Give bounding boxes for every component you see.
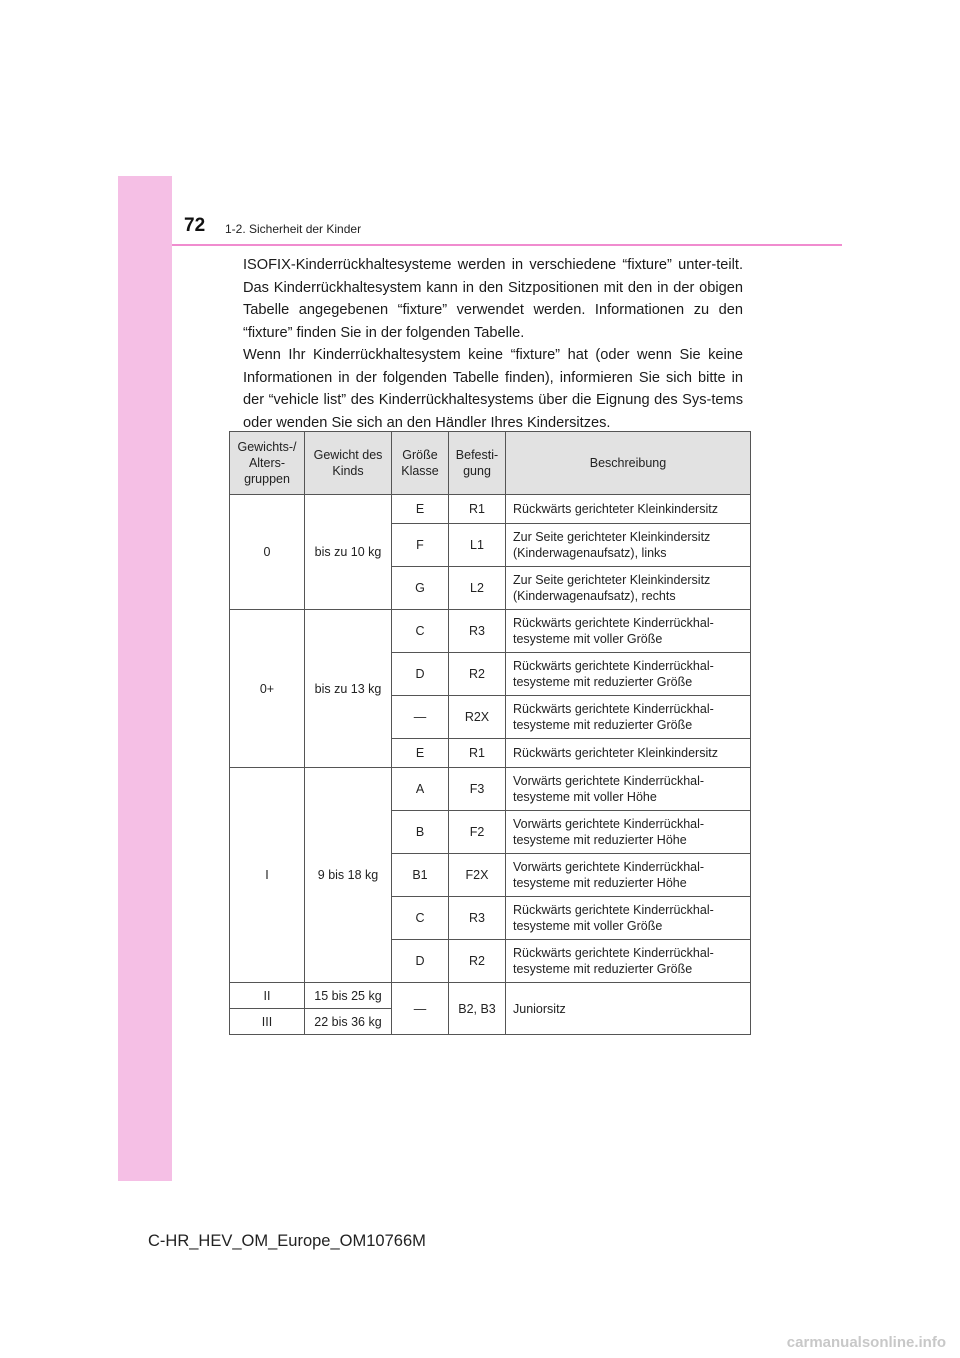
size-cell: E <box>392 739 449 768</box>
header-description: Beschreibung <box>506 432 751 495</box>
group-cell: 0 <box>230 495 305 610</box>
group-cell: II <box>230 983 305 1009</box>
size-cell: — <box>392 696 449 739</box>
description-cell: Zur Seite gerichteter Kleinkindersitz (Kinderwagenaufsatz), links <box>506 524 751 567</box>
weight-cell: 15 bis 25 kg <box>305 983 392 1009</box>
section-title: 1-2. Sicherheit der Kinder <box>225 222 362 236</box>
size-cell: — <box>392 983 449 1035</box>
size-cell: G <box>392 567 449 610</box>
size-cell: D <box>392 940 449 983</box>
isofix-fixture-table <box>229 431 751 1035</box>
paragraph-vehicle-list: Wenn Ihr Kinderrückhaltesystem keine “fixture” hat (oder wenn Sie keine Informationen in der folgenden Tabelle finden), informieren Sie sich bitte in der “vehicle list” des Kinderrückhaltesystems über die Eignung des Sys-tems oder wenden Sie sich an den Händler Ihres Kindersitzes. <box>243 347 743 431</box>
description-cell: Vorwärts gerichtete Kinderrückhal-tesysteme mit voller Höhe <box>506 768 751 811</box>
header-weight: Gewicht des Kinds <box>305 432 392 495</box>
group-cell: I <box>230 768 305 983</box>
fixture-cell: L1 <box>449 524 506 567</box>
table-row <box>230 495 751 524</box>
side-tab-band <box>118 176 172 1181</box>
description-cell: Rückwärts gerichteter Kleinkindersitz <box>506 739 751 768</box>
table-header-row <box>230 432 751 495</box>
header-fixture: Befesti-gung <box>449 432 506 495</box>
size-cell: B <box>392 811 449 854</box>
weight-cell: 9 bis 18 kg <box>305 768 392 983</box>
body-text <box>243 254 743 434</box>
header-size-class: Größe Klasse <box>392 432 449 495</box>
size-cell: B1 <box>392 854 449 897</box>
table-row <box>230 983 751 1009</box>
size-cell: A <box>392 768 449 811</box>
fixture-cell: L2 <box>449 567 506 610</box>
weight-cell: bis zu 13 kg <box>305 610 392 768</box>
group-cell: III <box>230 1009 305 1035</box>
description-cell: Rückwärts gerichtete Kinderrückhal-tesysteme mit reduzierter Größe <box>506 653 751 696</box>
description-cell: Rückwärts gerichteter Kleinkindersitz <box>506 495 751 524</box>
description-cell: Rückwärts gerichtete Kinderrückhal-tesysteme mit voller Größe <box>506 610 751 653</box>
size-cell: C <box>392 610 449 653</box>
document-id: C-HR_HEV_OM_Europe_OM10766M <box>148 1232 426 1250</box>
table-row <box>230 768 751 811</box>
paragraph-fixture-intro: ISOFIX-Kinderrückhaltesysteme werden in verschiedene “fixture” unter-teilt. Das Kinderrückhaltesystem kann in den Sitzpositionen mit den in der obigen Tabelle angegebenen “fixture” verwendet werden. Informationen zu den “fixture” finden Sie in der folgenden Tabelle. <box>243 257 743 341</box>
description-cell: Zur Seite gerichteter Kleinkindersitz (Kinderwagenaufsatz), rechts <box>506 567 751 610</box>
fixture-cell: R1 <box>449 495 506 524</box>
fixture-cell: R2 <box>449 940 506 983</box>
fixture-cell: F2 <box>449 811 506 854</box>
fixture-cell: F2X <box>449 854 506 897</box>
page-number: 72 <box>184 215 206 236</box>
header-rule <box>172 244 842 246</box>
header-group: Gewichts-/ Alters-gruppen <box>230 432 305 495</box>
table-row <box>230 610 751 653</box>
description-cell: Vorwärts gerichtete Kinderrückhal-tesysteme mit reduzierter Höhe <box>506 811 751 854</box>
description-cell: Rückwärts gerichtete Kinderrückhal-tesysteme mit reduzierter Größe <box>506 696 751 739</box>
size-cell: E <box>392 495 449 524</box>
size-cell: F <box>392 524 449 567</box>
fixture-cell: R1 <box>449 739 506 768</box>
fixture-cell: R3 <box>449 897 506 940</box>
size-cell: C <box>392 897 449 940</box>
description-cell: Rückwärts gerichtete Kinderrückhal-tesysteme mit reduzierter Größe <box>506 940 751 983</box>
group-cell: 0+ <box>230 610 305 768</box>
size-cell: D <box>392 653 449 696</box>
weight-cell: 22 bis 36 kg <box>305 1009 392 1035</box>
description-cell: Rückwärts gerichtete Kinderrückhal-tesysteme mit voller Größe <box>506 897 751 940</box>
watermark: carmanualsonline.info <box>786 1334 946 1351</box>
fixture-cell: B2, B3 <box>449 983 506 1035</box>
weight-cell: bis zu 10 kg <box>305 495 392 610</box>
fixture-cell: R2X <box>449 696 506 739</box>
fixture-cell: R2 <box>449 653 506 696</box>
fixture-cell: R3 <box>449 610 506 653</box>
description-cell: Vorwärts gerichtete Kinderrückhal-tesysteme mit reduzierter Höhe <box>506 854 751 897</box>
fixture-cell: F3 <box>449 768 506 811</box>
description-cell: Juniorsitz <box>506 983 751 1035</box>
